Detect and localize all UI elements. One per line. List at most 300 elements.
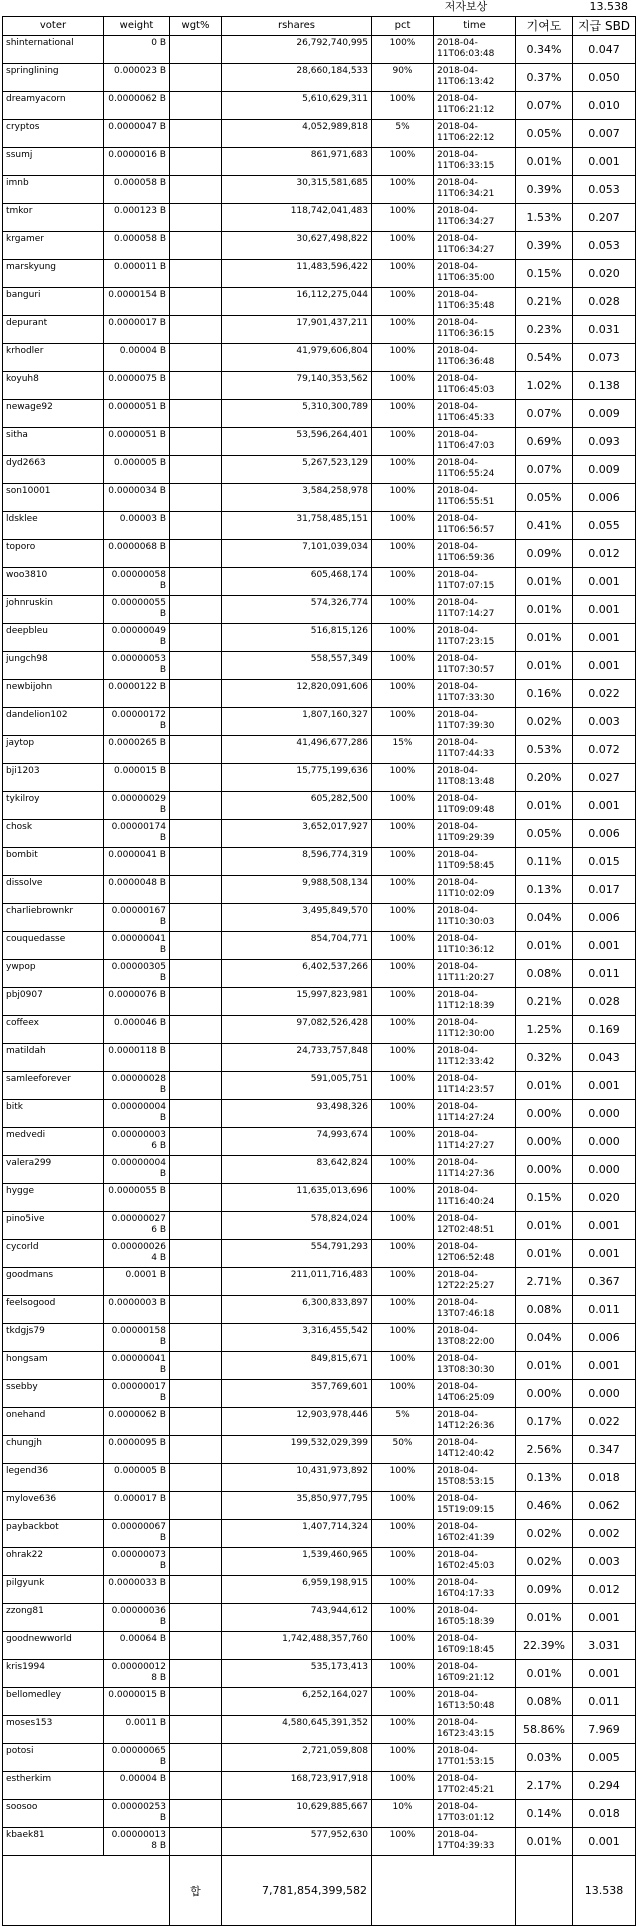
payout-sbd-cell: 0.169 bbox=[572, 1016, 636, 1044]
pct-cell: 100% bbox=[371, 1072, 433, 1100]
voter-cell: bitk bbox=[2, 1100, 103, 1128]
time-cell: 2018-04- 11T09:58:45 bbox=[433, 848, 515, 876]
footer-blank-cell bbox=[2, 1856, 169, 1926]
payout-sbd-cell: 0.011 bbox=[572, 1296, 636, 1324]
contribution-cell: 0.01% bbox=[515, 1660, 572, 1688]
rshares-cell: 5,267,523,129 bbox=[221, 456, 371, 484]
payout-sbd-cell: 0.020 bbox=[572, 1184, 636, 1212]
rshares-cell: 97,082,526,428 bbox=[221, 1016, 371, 1044]
rshares-cell: 9,988,508,134 bbox=[221, 876, 371, 904]
time-cell: 2018-04- 16T02:45:03 bbox=[433, 1548, 515, 1576]
wgt-pct-cell bbox=[169, 1800, 221, 1828]
pct-cell: 100% bbox=[371, 344, 433, 372]
wgt-pct-cell bbox=[169, 148, 221, 176]
pct-cell: 100% bbox=[371, 1324, 433, 1352]
contribution-cell: 0.00% bbox=[515, 1100, 572, 1128]
voter-cell: tkdgjs79 bbox=[2, 1324, 103, 1352]
voter-cell: goodmans bbox=[2, 1268, 103, 1296]
wgt-pct-cell bbox=[169, 652, 221, 680]
footer-blank-cell bbox=[515, 1856, 572, 1926]
voter-cell: tmkor bbox=[2, 204, 103, 232]
pct-cell: 100% bbox=[371, 624, 433, 652]
rshares-cell: 26,792,740,995 bbox=[221, 36, 371, 64]
voter-cell: bji1203 bbox=[2, 764, 103, 792]
wgt-pct-cell bbox=[169, 1324, 221, 1352]
weight-cell: 0.00000067 B bbox=[103, 1520, 169, 1548]
payout-sbd-cell: 0.031 bbox=[572, 316, 636, 344]
voter-cell: ssumj bbox=[2, 148, 103, 176]
pct-cell: 100% bbox=[371, 176, 433, 204]
wgt-pct-cell bbox=[169, 1100, 221, 1128]
contribution-cell: 0.04% bbox=[515, 1324, 572, 1352]
wgt-pct-cell bbox=[169, 1128, 221, 1156]
payout-sbd-cell: 0.001 bbox=[572, 1660, 636, 1688]
payout-sbd-cell: 0.055 bbox=[572, 512, 636, 540]
voter-cell: ldsklee bbox=[2, 512, 103, 540]
time-cell: 2018-04- 15T08:53:15 bbox=[433, 1464, 515, 1492]
rshares-cell: 41,979,606,804 bbox=[221, 344, 371, 372]
rshares-cell: 199,532,029,399 bbox=[221, 1436, 371, 1464]
weight-cell: 0.00000029 B bbox=[103, 792, 169, 820]
wgt-pct-cell bbox=[169, 960, 221, 988]
pct-cell: 100% bbox=[371, 960, 433, 988]
wgt-pct-cell bbox=[169, 92, 221, 120]
rshares-cell: 11,483,596,422 bbox=[221, 260, 371, 288]
pct-cell: 100% bbox=[371, 680, 433, 708]
voter-cell: potosi bbox=[2, 1744, 103, 1772]
voter-cell: newage92 bbox=[2, 400, 103, 428]
rshares-cell: 53,596,264,401 bbox=[221, 428, 371, 456]
voter-cell: hygge bbox=[2, 1184, 103, 1212]
author-reward-value: 13.538 bbox=[589, 0, 628, 13]
rshares-cell: 1,807,160,327 bbox=[221, 708, 371, 736]
voter-cell: pilgyunk bbox=[2, 1576, 103, 1604]
pct-cell: 100% bbox=[371, 876, 433, 904]
time-cell: 2018-04- 16T04:17:33 bbox=[433, 1576, 515, 1604]
weight-cell: 0.000000128 B bbox=[103, 1660, 169, 1688]
contribution-cell: 0.01% bbox=[515, 596, 572, 624]
payout-sbd-cell: 0.012 bbox=[572, 1576, 636, 1604]
payout-sbd-cell: 0.053 bbox=[572, 176, 636, 204]
voter-cell: shinternational bbox=[2, 36, 103, 64]
weight-cell: 0.000023 B bbox=[103, 64, 169, 92]
pct-cell: 100% bbox=[371, 1520, 433, 1548]
wgt-pct-cell bbox=[169, 736, 221, 764]
payout-sbd-cell: 0.001 bbox=[572, 652, 636, 680]
wgt-pct-cell bbox=[169, 1156, 221, 1184]
contribution-cell: 58.86% bbox=[515, 1716, 572, 1744]
wgt-pct-cell bbox=[169, 1492, 221, 1520]
voter-cell: feelsogood bbox=[2, 1296, 103, 1324]
pct-cell: 100% bbox=[371, 428, 433, 456]
rshares-cell: 12,820,091,606 bbox=[221, 680, 371, 708]
contribution-cell: 0.08% bbox=[515, 1296, 572, 1324]
time-cell: 2018-04- 13T08:30:30 bbox=[433, 1352, 515, 1380]
wgt-pct-cell bbox=[169, 1296, 221, 1324]
rshares-cell: 605,282,500 bbox=[221, 792, 371, 820]
wgt-pct-cell bbox=[169, 1744, 221, 1772]
rshares-cell: 28,660,184,533 bbox=[221, 64, 371, 92]
wgt-pct-cell bbox=[169, 372, 221, 400]
payout-sbd-cell: 0.050 bbox=[572, 64, 636, 92]
rshares-cell: 3,652,017,927 bbox=[221, 820, 371, 848]
weight-cell: 0.000005 B bbox=[103, 456, 169, 484]
weight-cell: 0.00000172 B bbox=[103, 708, 169, 736]
time-cell: 2018-04- 11T06:45:03 bbox=[433, 372, 515, 400]
pct-cell: 100% bbox=[371, 1688, 433, 1716]
pct-cell: 100% bbox=[371, 1492, 433, 1520]
time-cell: 2018-04- 11T07:33:30 bbox=[433, 680, 515, 708]
contribution-cell: 0.01% bbox=[515, 1828, 572, 1856]
time-cell: 2018-04- 12T02:48:51 bbox=[433, 1212, 515, 1240]
voter-cell: imnb bbox=[2, 176, 103, 204]
contribution-cell: 0.01% bbox=[515, 652, 572, 680]
rshares-cell: 10,431,973,892 bbox=[221, 1464, 371, 1492]
contribution-cell: 0.13% bbox=[515, 876, 572, 904]
wgt-pct-cell bbox=[169, 1268, 221, 1296]
voter-cell: krhodler bbox=[2, 344, 103, 372]
time-cell: 2018-04- 17T03:01:12 bbox=[433, 1800, 515, 1828]
rshares-cell: 118,742,041,483 bbox=[221, 204, 371, 232]
time-cell: 2018-04- 11T07:14:27 bbox=[433, 596, 515, 624]
rshares-cell: 3,495,849,570 bbox=[221, 904, 371, 932]
time-cell: 2018-04- 11T12:33:42 bbox=[433, 1044, 515, 1072]
time-cell: 2018-04- 15T19:09:15 bbox=[433, 1492, 515, 1520]
voter-cell: charliebrownkr bbox=[2, 904, 103, 932]
payout-sbd-cell: 0.043 bbox=[572, 1044, 636, 1072]
voter-cell: bellomedley bbox=[2, 1688, 103, 1716]
wgt-pct-cell bbox=[169, 764, 221, 792]
weight-cell: 0.00000017 B bbox=[103, 1380, 169, 1408]
payout-sbd-cell: 0.001 bbox=[572, 1212, 636, 1240]
rshares-cell: 5,610,629,311 bbox=[221, 92, 371, 120]
time-cell: 2018-04- 11T14:27:27 bbox=[433, 1128, 515, 1156]
weight-cell: 0.000017 B bbox=[103, 1492, 169, 1520]
pct-cell: 100% bbox=[371, 708, 433, 736]
weight-cell: 0.000058 B bbox=[103, 176, 169, 204]
contribution-cell: 0.20% bbox=[515, 764, 572, 792]
rshares-cell: 554,791,293 bbox=[221, 1240, 371, 1268]
wgt-pct-cell bbox=[169, 1548, 221, 1576]
voter-cell: tykilroy bbox=[2, 792, 103, 820]
wgt-pct-cell bbox=[169, 1604, 221, 1632]
contribution-cell: 0.05% bbox=[515, 484, 572, 512]
weight-cell: 0.00003 B bbox=[103, 512, 169, 540]
pct-cell: 50% bbox=[371, 1436, 433, 1464]
voter-cell: banguri bbox=[2, 288, 103, 316]
pct-cell: 15% bbox=[371, 736, 433, 764]
voter-cell: toporo bbox=[2, 540, 103, 568]
column-header-weight: weight bbox=[103, 16, 169, 36]
rshares-cell: 743,944,612 bbox=[221, 1604, 371, 1632]
time-cell: 2018-04- 14T12:26:36 bbox=[433, 1408, 515, 1436]
time-cell: 2018-04- 11T06:21:12 bbox=[433, 92, 515, 120]
voter-cell: soosoo bbox=[2, 1800, 103, 1828]
column-header-time: time bbox=[433, 16, 515, 36]
payout-sbd-cell: 0.022 bbox=[572, 1408, 636, 1436]
time-cell: 2018-04- 11T07:44:33 bbox=[433, 736, 515, 764]
time-cell: 2018-04- 11T06:34:27 bbox=[433, 204, 515, 232]
weight-cell: 0.0000017 B bbox=[103, 316, 169, 344]
time-cell: 2018-04- 11T11:20:27 bbox=[433, 960, 515, 988]
payout-sbd-cell: 0.012 bbox=[572, 540, 636, 568]
wgt-pct-cell bbox=[169, 932, 221, 960]
wgt-pct-cell bbox=[169, 1072, 221, 1100]
time-cell: 2018-04- 16T02:41:39 bbox=[433, 1520, 515, 1548]
voter-cell: sitha bbox=[2, 428, 103, 456]
payout-sbd-cell: 0.007 bbox=[572, 120, 636, 148]
pct-cell: 100% bbox=[371, 1268, 433, 1296]
contribution-cell: 0.11% bbox=[515, 848, 572, 876]
pct-cell: 100% bbox=[371, 372, 433, 400]
time-cell: 2018-04- 11T12:30:00 bbox=[433, 1016, 515, 1044]
payout-sbd-cell: 0.009 bbox=[572, 456, 636, 484]
payout-sbd-cell: 0.093 bbox=[572, 428, 636, 456]
contribution-cell: 1.53% bbox=[515, 204, 572, 232]
weight-cell: 0.00000174 B bbox=[103, 820, 169, 848]
time-cell: 2018-04- 11T14:27:24 bbox=[433, 1100, 515, 1128]
voter-cell: zzong81 bbox=[2, 1604, 103, 1632]
pct-cell: 100% bbox=[371, 1548, 433, 1576]
contribution-cell: 0.02% bbox=[515, 708, 572, 736]
contribution-cell: 0.54% bbox=[515, 344, 572, 372]
rshares-cell: 3,584,258,978 bbox=[221, 484, 371, 512]
weight-cell: 0.000000138 B bbox=[103, 1828, 169, 1856]
voter-cell: goodnewworld bbox=[2, 1632, 103, 1660]
time-cell: 2018-04- 11T06:36:15 bbox=[433, 316, 515, 344]
rshares-cell: 17,901,437,211 bbox=[221, 316, 371, 344]
pct-cell: 100% bbox=[371, 1576, 433, 1604]
wgt-pct-cell bbox=[169, 848, 221, 876]
rshares-cell: 6,252,164,027 bbox=[221, 1688, 371, 1716]
pct-cell: 100% bbox=[371, 1100, 433, 1128]
voter-cell: pino5ive bbox=[2, 1212, 103, 1240]
column-header-wgt-pct: wgt% bbox=[169, 16, 221, 36]
voter-cell: pbj0907 bbox=[2, 988, 103, 1016]
voter-cell: paybackbot bbox=[2, 1520, 103, 1548]
time-cell: 2018-04- 14T12:40:42 bbox=[433, 1436, 515, 1464]
payout-sbd-cell: 0.001 bbox=[572, 568, 636, 596]
contribution-cell: 0.16% bbox=[515, 680, 572, 708]
time-cell: 2018-04- 14T06:25:09 bbox=[433, 1380, 515, 1408]
wgt-pct-cell bbox=[169, 1520, 221, 1548]
wgt-pct-cell bbox=[169, 344, 221, 372]
contribution-cell: 0.02% bbox=[515, 1548, 572, 1576]
pct-cell: 100% bbox=[371, 904, 433, 932]
time-cell: 2018-04- 11T06:56:57 bbox=[433, 512, 515, 540]
weight-cell: 0.0000062 B bbox=[103, 92, 169, 120]
rshares-cell: 605,468,174 bbox=[221, 568, 371, 596]
wgt-pct-cell bbox=[169, 904, 221, 932]
payout-sbd-cell: 0.000 bbox=[572, 1156, 636, 1184]
voter-cell: newbijohn bbox=[2, 680, 103, 708]
time-cell: 2018-04- 11T14:27:36 bbox=[433, 1156, 515, 1184]
time-cell: 2018-04- 12T06:52:48 bbox=[433, 1240, 515, 1268]
pct-cell: 100% bbox=[371, 1352, 433, 1380]
rshares-cell: 6,300,833,897 bbox=[221, 1296, 371, 1324]
voter-cell: couquedasse bbox=[2, 932, 103, 960]
wgt-pct-cell bbox=[169, 820, 221, 848]
weight-cell: 0.0011 B bbox=[103, 1716, 169, 1744]
voter-cell: chungjh bbox=[2, 1436, 103, 1464]
wgt-pct-cell bbox=[169, 1352, 221, 1380]
weight-cell: 0.000046 B bbox=[103, 1016, 169, 1044]
rshares-cell: 516,815,126 bbox=[221, 624, 371, 652]
payout-sbd-cell: 0.027 bbox=[572, 764, 636, 792]
rshares-cell: 4,580,645,391,352 bbox=[221, 1716, 371, 1744]
pct-cell: 100% bbox=[371, 1772, 433, 1800]
pct-cell: 100% bbox=[371, 1044, 433, 1072]
rshares-cell: 11,635,013,696 bbox=[221, 1184, 371, 1212]
payout-sbd-cell: 0.011 bbox=[572, 1688, 636, 1716]
contribution-cell: 0.21% bbox=[515, 288, 572, 316]
wgt-pct-cell bbox=[169, 456, 221, 484]
voter-cell: chosk bbox=[2, 820, 103, 848]
pct-cell: 100% bbox=[371, 456, 433, 484]
contribution-cell: 0.02% bbox=[515, 1520, 572, 1548]
payout-sbd-cell: 0.003 bbox=[572, 708, 636, 736]
contribution-cell: 0.14% bbox=[515, 1800, 572, 1828]
wgt-pct-cell bbox=[169, 1772, 221, 1800]
payout-sbd-cell: 0.010 bbox=[572, 92, 636, 120]
payout-sbd-cell: 0.001 bbox=[572, 596, 636, 624]
contribution-cell: 0.46% bbox=[515, 1492, 572, 1520]
weight-cell: 0.00000004 B bbox=[103, 1156, 169, 1184]
wgt-pct-cell bbox=[169, 1408, 221, 1436]
contribution-cell: 0.00% bbox=[515, 1128, 572, 1156]
pct-cell: 100% bbox=[371, 1716, 433, 1744]
payout-sbd-cell: 0.028 bbox=[572, 288, 636, 316]
weight-cell: 0.000011 B bbox=[103, 260, 169, 288]
voter-cell: ssebby bbox=[2, 1380, 103, 1408]
rshares-total: 7,781,854,399,582 bbox=[221, 1856, 371, 1926]
wgt-pct-cell bbox=[169, 540, 221, 568]
time-cell: 2018-04- 11T10:30:03 bbox=[433, 904, 515, 932]
weight-cell: 0.000058 B bbox=[103, 232, 169, 260]
voter-cell: medvedi bbox=[2, 1128, 103, 1156]
rshares-cell: 83,642,824 bbox=[221, 1156, 371, 1184]
weight-cell: 0.000000264 B bbox=[103, 1240, 169, 1268]
payout-sbd-cell: 0.015 bbox=[572, 848, 636, 876]
contribution-cell: 2.71% bbox=[515, 1268, 572, 1296]
wgt-pct-cell bbox=[169, 1576, 221, 1604]
voter-cell: jungch98 bbox=[2, 652, 103, 680]
payout-sbd-cell: 0.006 bbox=[572, 904, 636, 932]
contribution-cell: 0.01% bbox=[515, 1604, 572, 1632]
payout-sbd-cell: 0.062 bbox=[572, 1492, 636, 1520]
weight-cell: 0.0000051 B bbox=[103, 428, 169, 456]
weight-cell: 0.00000028 B bbox=[103, 1072, 169, 1100]
pct-cell: 5% bbox=[371, 1408, 433, 1436]
rshares-cell: 5,310,300,789 bbox=[221, 400, 371, 428]
contribution-cell: 1.25% bbox=[515, 1016, 572, 1044]
voter-cell: woo3810 bbox=[2, 568, 103, 596]
payout-sbd-cell: 0.002 bbox=[572, 1520, 636, 1548]
rshares-cell: 211,011,716,483 bbox=[221, 1268, 371, 1296]
rshares-cell: 74,993,674 bbox=[221, 1128, 371, 1156]
weight-cell: 0.0000047 B bbox=[103, 120, 169, 148]
time-cell: 2018-04- 11T07:23:15 bbox=[433, 624, 515, 652]
pct-cell: 100% bbox=[371, 932, 433, 960]
contribution-cell: 0.01% bbox=[515, 1212, 572, 1240]
rshares-cell: 849,815,671 bbox=[221, 1352, 371, 1380]
payout-sbd-cell: 0.018 bbox=[572, 1800, 636, 1828]
rshares-cell: 4,052,989,818 bbox=[221, 120, 371, 148]
payout-sbd-cell: 0.001 bbox=[572, 932, 636, 960]
wgt-pct-cell bbox=[169, 1044, 221, 1072]
voter-cell: estherkim bbox=[2, 1772, 103, 1800]
pct-cell: 100% bbox=[371, 36, 433, 64]
weight-cell: 0.0000051 B bbox=[103, 400, 169, 428]
column-header-pct: pct bbox=[371, 16, 433, 36]
payout-sbd-cell: 0.001 bbox=[572, 624, 636, 652]
pct-cell: 5% bbox=[371, 120, 433, 148]
pct-cell: 100% bbox=[371, 1380, 433, 1408]
weight-cell: 0.0001 B bbox=[103, 1268, 169, 1296]
time-cell: 2018-04- 11T14:23:57 bbox=[433, 1072, 515, 1100]
payout-sbd-cell: 0.000 bbox=[572, 1128, 636, 1156]
payout-sbd-cell: 3.031 bbox=[572, 1632, 636, 1660]
weight-cell: 0.00000167 B bbox=[103, 904, 169, 932]
contribution-cell: 0.01% bbox=[515, 568, 572, 596]
contribution-cell: 0.32% bbox=[515, 1044, 572, 1072]
contribution-cell: 0.37% bbox=[515, 64, 572, 92]
weight-cell: 0.0000034 B bbox=[103, 484, 169, 512]
pct-cell: 100% bbox=[371, 1660, 433, 1688]
rshares-cell: 15,775,199,636 bbox=[221, 764, 371, 792]
time-cell: 2018-04- 11T09:29:39 bbox=[433, 820, 515, 848]
contribution-cell: 0.09% bbox=[515, 1576, 572, 1604]
contribution-cell: 0.01% bbox=[515, 1240, 572, 1268]
weight-cell: 0.0000016 B bbox=[103, 148, 169, 176]
rshares-cell: 1,742,488,357,760 bbox=[221, 1632, 371, 1660]
weight-cell: 0.00000058 B bbox=[103, 568, 169, 596]
payout-sbd-cell: 0.053 bbox=[572, 232, 636, 260]
voter-cell: hongsam bbox=[2, 1352, 103, 1380]
time-cell: 2018-04- 11T12:18:39 bbox=[433, 988, 515, 1016]
payout-sbd-cell: 0.073 bbox=[572, 344, 636, 372]
voter-cell: kbaek81 bbox=[2, 1828, 103, 1856]
pct-cell: 100% bbox=[371, 1184, 433, 1212]
wgt-pct-cell bbox=[169, 1240, 221, 1268]
pct-cell: 100% bbox=[371, 568, 433, 596]
wgt-pct-cell bbox=[169, 1688, 221, 1716]
weight-cell: 0.00000158 B bbox=[103, 1324, 169, 1352]
time-cell: 2018-04- 11T08:13:48 bbox=[433, 764, 515, 792]
payout-sbd-cell: 0.022 bbox=[572, 680, 636, 708]
pct-cell: 100% bbox=[371, 232, 433, 260]
contribution-cell: 0.69% bbox=[515, 428, 572, 456]
weight-cell: 0.0000048 B bbox=[103, 876, 169, 904]
wgt-pct-cell bbox=[169, 316, 221, 344]
pct-cell: 100% bbox=[371, 1016, 433, 1044]
pct-cell: 100% bbox=[371, 1296, 433, 1324]
wgt-pct-cell bbox=[169, 36, 221, 64]
payout-sbd-cell: 0.367 bbox=[572, 1268, 636, 1296]
time-cell: 2018-04- 11T06:45:33 bbox=[433, 400, 515, 428]
rshares-cell: 8,596,774,319 bbox=[221, 848, 371, 876]
pct-cell: 100% bbox=[371, 400, 433, 428]
pct-cell: 100% bbox=[371, 1128, 433, 1156]
wgt-pct-cell bbox=[169, 1380, 221, 1408]
pct-cell: 100% bbox=[371, 1744, 433, 1772]
pct-cell: 100% bbox=[371, 540, 433, 568]
contribution-cell: 0.23% bbox=[515, 316, 572, 344]
time-cell: 2018-04- 11T06:36:48 bbox=[433, 344, 515, 372]
rshares-cell: 7,101,039,034 bbox=[221, 540, 371, 568]
payout-sbd-cell: 0.020 bbox=[572, 260, 636, 288]
payout-sbd-cell: 0.000 bbox=[572, 1100, 636, 1128]
